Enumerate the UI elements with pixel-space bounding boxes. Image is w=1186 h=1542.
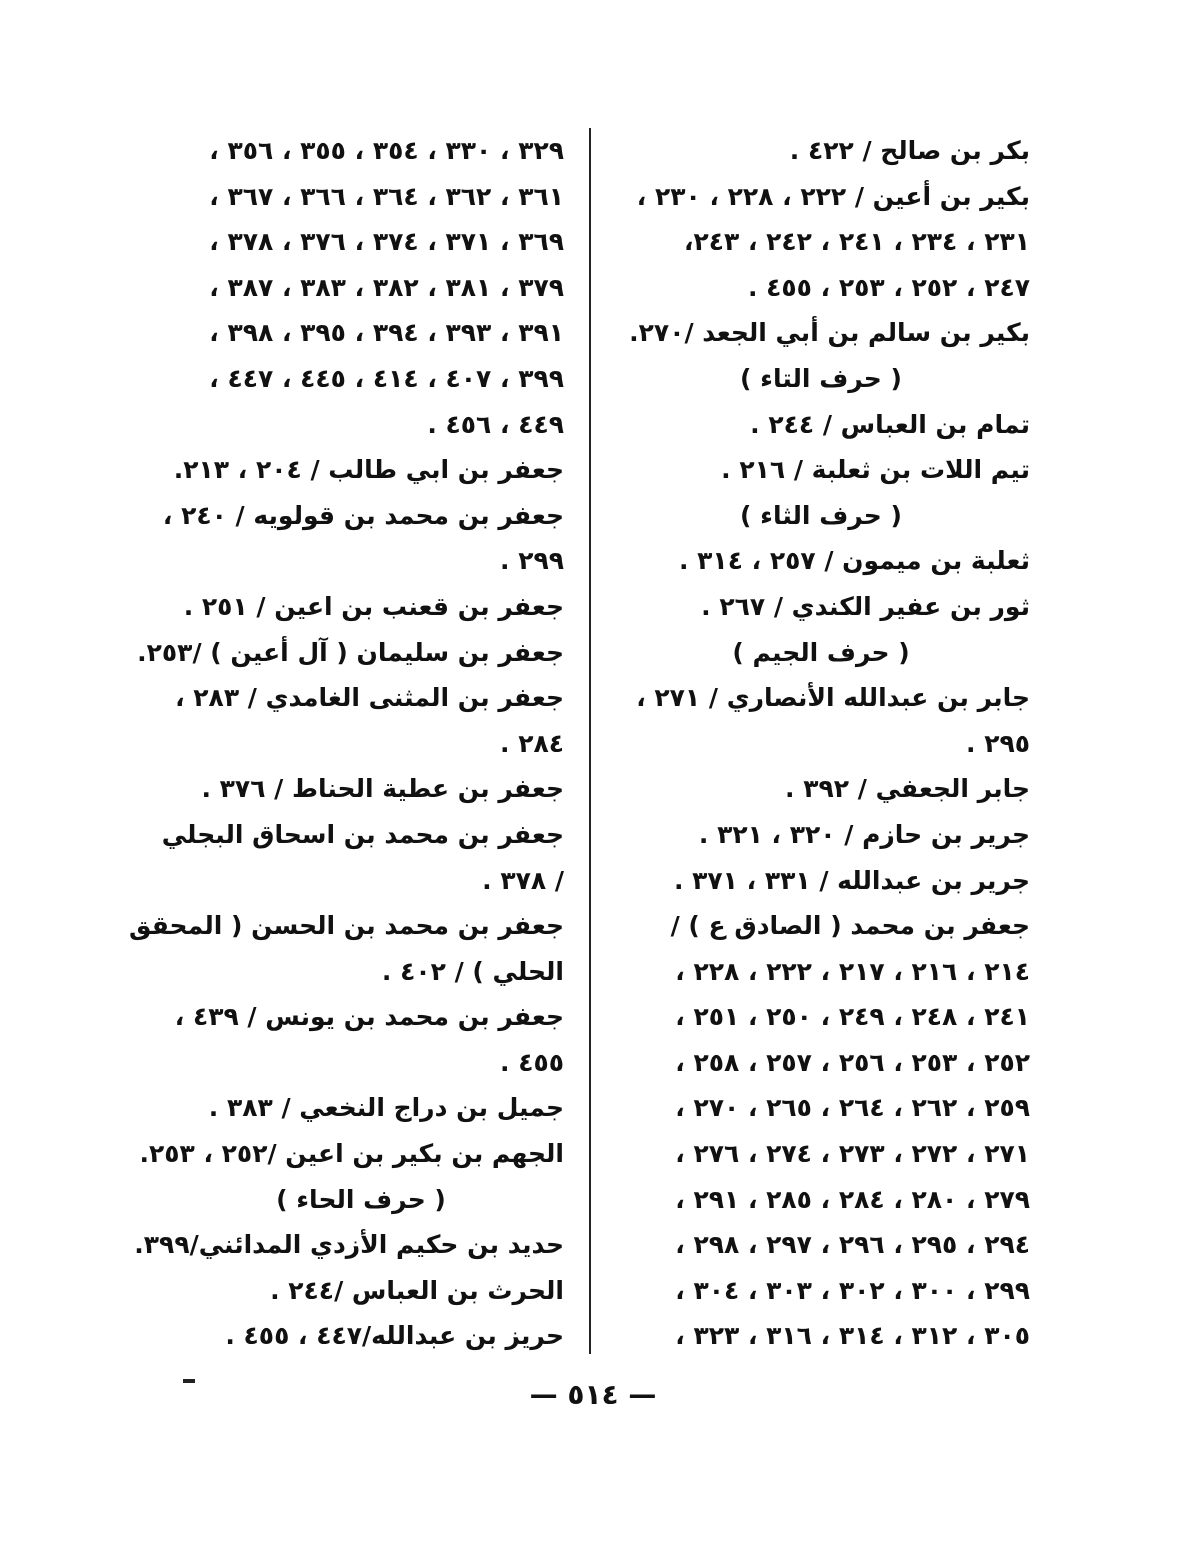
index-line: جرير بن حازم / ٣٢٠ ، ٣٢١ . bbox=[698, 819, 1030, 849]
index-line: ٢١٤ ، ٢١٦ ، ٢١٧ ، ٢٢٢ ، ٢٢٨ ، bbox=[675, 956, 1030, 986]
section-heading: ( حرف الحاء ) bbox=[276, 1184, 446, 1214]
section-heading: ( حرف التاء ) bbox=[740, 363, 902, 393]
index-line: ٣٢٩ ، ٣٣٠ ، ٣٥٤ ، ٣٥٥ ، ٣٥٦ ، bbox=[209, 136, 564, 165]
index-line: جعفر بن محمد ( الصادق ع ) / bbox=[670, 911, 1030, 941]
index-line: / ٣٧٨ . bbox=[482, 865, 564, 895]
index-line: تمام بن العباس / ٢٤٤ . bbox=[750, 409, 1030, 439]
index-line: جعفر بن محمد بن اسحاق البجلي bbox=[161, 819, 564, 849]
index-line: جعفر بن محمد بن الحسن ( المحقق bbox=[129, 911, 564, 941]
index-line: جعفر بن المثنى الغامدي / ٢٨٣ ، bbox=[175, 683, 564, 713]
index-line: ثور بن عفير الكندي / ٢٦٧ . bbox=[701, 591, 1030, 621]
index-line: بكير بن سالم بن أبي الجعد /٢٧٠. bbox=[629, 318, 1030, 348]
index-line: ٢٩٥ . bbox=[966, 728, 1030, 758]
index-line: حديد بن حكيم الأزدي المدائني/٣٩٩. bbox=[134, 1230, 564, 1260]
index-line: جعفر بن قعنب بن اعين / ٢٥١ . bbox=[183, 591, 564, 621]
index-line: جعفر بن محمد بن قولويه / ٢٤٠ ، bbox=[162, 500, 564, 530]
index-line: جعفر بن محمد بن يونس / ٤٣٩ ، bbox=[174, 1002, 564, 1032]
page-number: — ٥١٤ — bbox=[529, 1378, 657, 1411]
index-line: ٢٥٢ ، ٢٥٣ ، ٢٥٦ ، ٢٥٧ ، ٢٥٨ ، bbox=[675, 1047, 1030, 1077]
index-line: ٤٥٥ . bbox=[500, 1047, 564, 1077]
index-line: ٢٥٩ ، ٢٦٢ ، ٢٦٤ ، ٢٦٥ ، ٢٧٠ ، bbox=[675, 1093, 1030, 1123]
index-line: ٣٠٥ ، ٣١٢ ، ٣١٤ ، ٣١٦ ، ٣٢٣ ، bbox=[675, 1321, 1030, 1351]
index-line: ٢٤١ ، ٢٤٨ ، ٢٤٩ ، ٢٥٠ ، ٢٥١ ، bbox=[675, 1002, 1030, 1032]
index-line: بكير بن أعين / ٢٢٢ ، ٢٢٨ ، ٢٣٠ ، bbox=[636, 181, 1030, 211]
index-line: ٢٧٩ ، ٢٨٠ ، ٢٨٤ ، ٢٨٥ ، ٢٩١ ، bbox=[675, 1184, 1030, 1214]
index-line: جابر بن عبدالله الأنصاري / ٢٧١ ، bbox=[636, 683, 1030, 713]
index-line: ٢٧١ ، ٢٧٢ ، ٢٧٣ ، ٢٧٤ ، ٢٧٦ ، bbox=[675, 1139, 1030, 1169]
index-line: بكر بن صالح / ٤٢٢ . bbox=[789, 136, 1030, 165]
index-line: ٢٤٧ ، ٢٥٢ ، ٢٥٣ ، ٤٥٥ . bbox=[747, 272, 1030, 302]
index-line: ٢٩٤ ، ٢٩٥ ، ٢٩٦ ، ٢٩٧ ، ٢٩٨ ، bbox=[675, 1230, 1030, 1260]
index-line: جابر الجعفي / ٣٩٢ . bbox=[785, 774, 1030, 804]
index-line: جميل بن دراج النخعي / ٣٨٣ . bbox=[208, 1093, 564, 1123]
index-line: ٢٨٤ . bbox=[500, 728, 564, 758]
section-heading: ( حرف الثاء ) bbox=[740, 500, 902, 530]
index-line: الحلي ) / ٤٠٢ . bbox=[381, 956, 564, 986]
index-line: جعفر بن عطية الحناط / ٣٧٦ . bbox=[201, 774, 564, 804]
index-column-left bbox=[129, 128, 564, 1359]
index-line: ثعلبة بن ميمون / ٢٥٧ ، ٣١٤ . bbox=[678, 546, 1030, 576]
index-line: ٢٣١ ، ٢٣٤ ، ٢٤١ ، ٢٤٢ ، ٢٤٣، bbox=[683, 227, 1030, 257]
index-line: الحرث بن العباس /٢٤٤ . bbox=[270, 1275, 564, 1305]
column-divider bbox=[589, 128, 591, 1354]
index-line: تيم اللات بن ثعلبة / ٢١٦ . bbox=[721, 455, 1030, 485]
index-line: ٢٩٩ . bbox=[500, 546, 564, 576]
index-line: ٢٩٩ ، ٣٠٠ ، ٣٠٢ ، ٣٠٣ ، ٣٠٤ ، bbox=[675, 1275, 1030, 1305]
index-line: ٣٧٩ ، ٣٨١ ، ٣٨٢ ، ٣٨٣ ، ٣٨٧ ، bbox=[209, 272, 564, 302]
index-line: ٣٦٩ ، ٣٧١ ، ٣٧٤ ، ٣٧٦ ، ٣٧٨ ، bbox=[209, 227, 564, 257]
index-line: الجهم بن بكير بن اعين /٢٥٢ ، ٢٥٣. bbox=[139, 1139, 564, 1169]
index-line: ٣٩١ ، ٣٩٣ ، ٣٩٤ ، ٣٩٥ ، ٣٩٨ ، bbox=[209, 318, 564, 348]
index-column-right bbox=[612, 128, 1030, 1359]
section-heading: ( حرف الجيم ) bbox=[732, 637, 910, 667]
index-line: ٣٦١ ، ٣٦٢ ، ٣٦٤ ، ٣٦٦ ، ٣٦٧ ، bbox=[209, 181, 564, 211]
index-line: حريز بن عبدالله/٤٤٧ ، ٤٥٥ . bbox=[225, 1321, 564, 1351]
index-line: جعفر بن ابي طالب / ٢٠٤ ، ٢١٣. bbox=[173, 455, 564, 485]
index-line: جعفر بن سليمان ( آل أعين ) /٢٥٣. bbox=[137, 637, 564, 667]
index-line: ٤٤٩ ، ٤٥٦ . bbox=[427, 409, 564, 439]
index-line: جرير بن عبدالله / ٣٣١ ، ٣٧١ . bbox=[673, 865, 1030, 895]
index-line: ٣٩٩ ، ٤٠٧ ، ٤١٤ ، ٤٤٥ ، ٤٤٧ ، bbox=[209, 363, 564, 393]
